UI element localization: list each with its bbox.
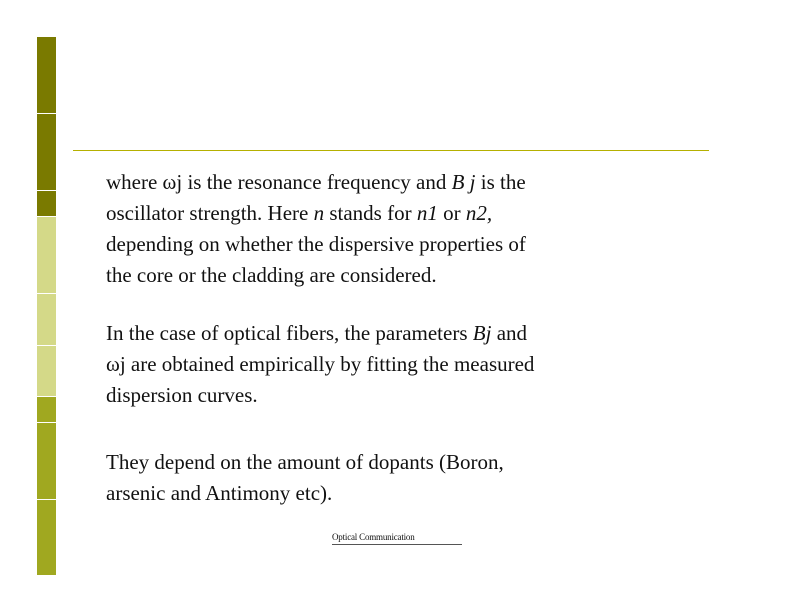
paragraph-optical-fibers — [106, 318, 534, 411]
text-run: arsenic and Antimony etc). — [106, 481, 333, 505]
side-bar-segment — [37, 191, 56, 217]
text-run: They depend on the amount of dopants (Boron, — [106, 450, 504, 474]
text-run: is the — [475, 170, 526, 194]
text-run: or — [437, 201, 466, 225]
text-run: ωj are obtained empirically by fitting the measured — [106, 352, 535, 376]
text-run: dispersion curves. — [106, 383, 258, 407]
text-run: In the case of optical fibers, the parameters — [106, 321, 473, 345]
paragraph-dopants — [106, 447, 504, 509]
paragraph-resonance-frequency — [106, 167, 526, 291]
decorative-side-bar — [37, 37, 56, 576]
side-bar-segment — [37, 114, 56, 191]
side-bar-segment — [37, 346, 56, 397]
side-bar-segment — [37, 423, 56, 500]
text-run: depending on whether the dispersive properties of — [106, 232, 526, 256]
italic-text-run: B j — [451, 170, 476, 194]
side-bar-segment — [37, 397, 56, 423]
side-bar-segment — [37, 217, 56, 294]
text-run: stands for — [324, 201, 417, 225]
text-run: the core or the cladding are considered. — [106, 263, 437, 287]
italic-text-run: n — [313, 201, 325, 225]
italic-text-run: n2, — [465, 201, 493, 225]
side-bar-segment — [37, 500, 56, 576]
text-run: and — [491, 321, 528, 345]
footer-label: Optical Communication — [332, 532, 462, 545]
title-divider-rule — [73, 150, 709, 151]
text-run: oscillator strength. Here — [106, 201, 314, 225]
italic-text-run: n1 — [416, 201, 438, 225]
italic-text-run: Bj — [472, 321, 492, 345]
side-bar-segment — [37, 37, 56, 114]
side-bar-segment — [37, 294, 56, 346]
text-run: where ωj is the resonance frequency and — [106, 170, 452, 194]
